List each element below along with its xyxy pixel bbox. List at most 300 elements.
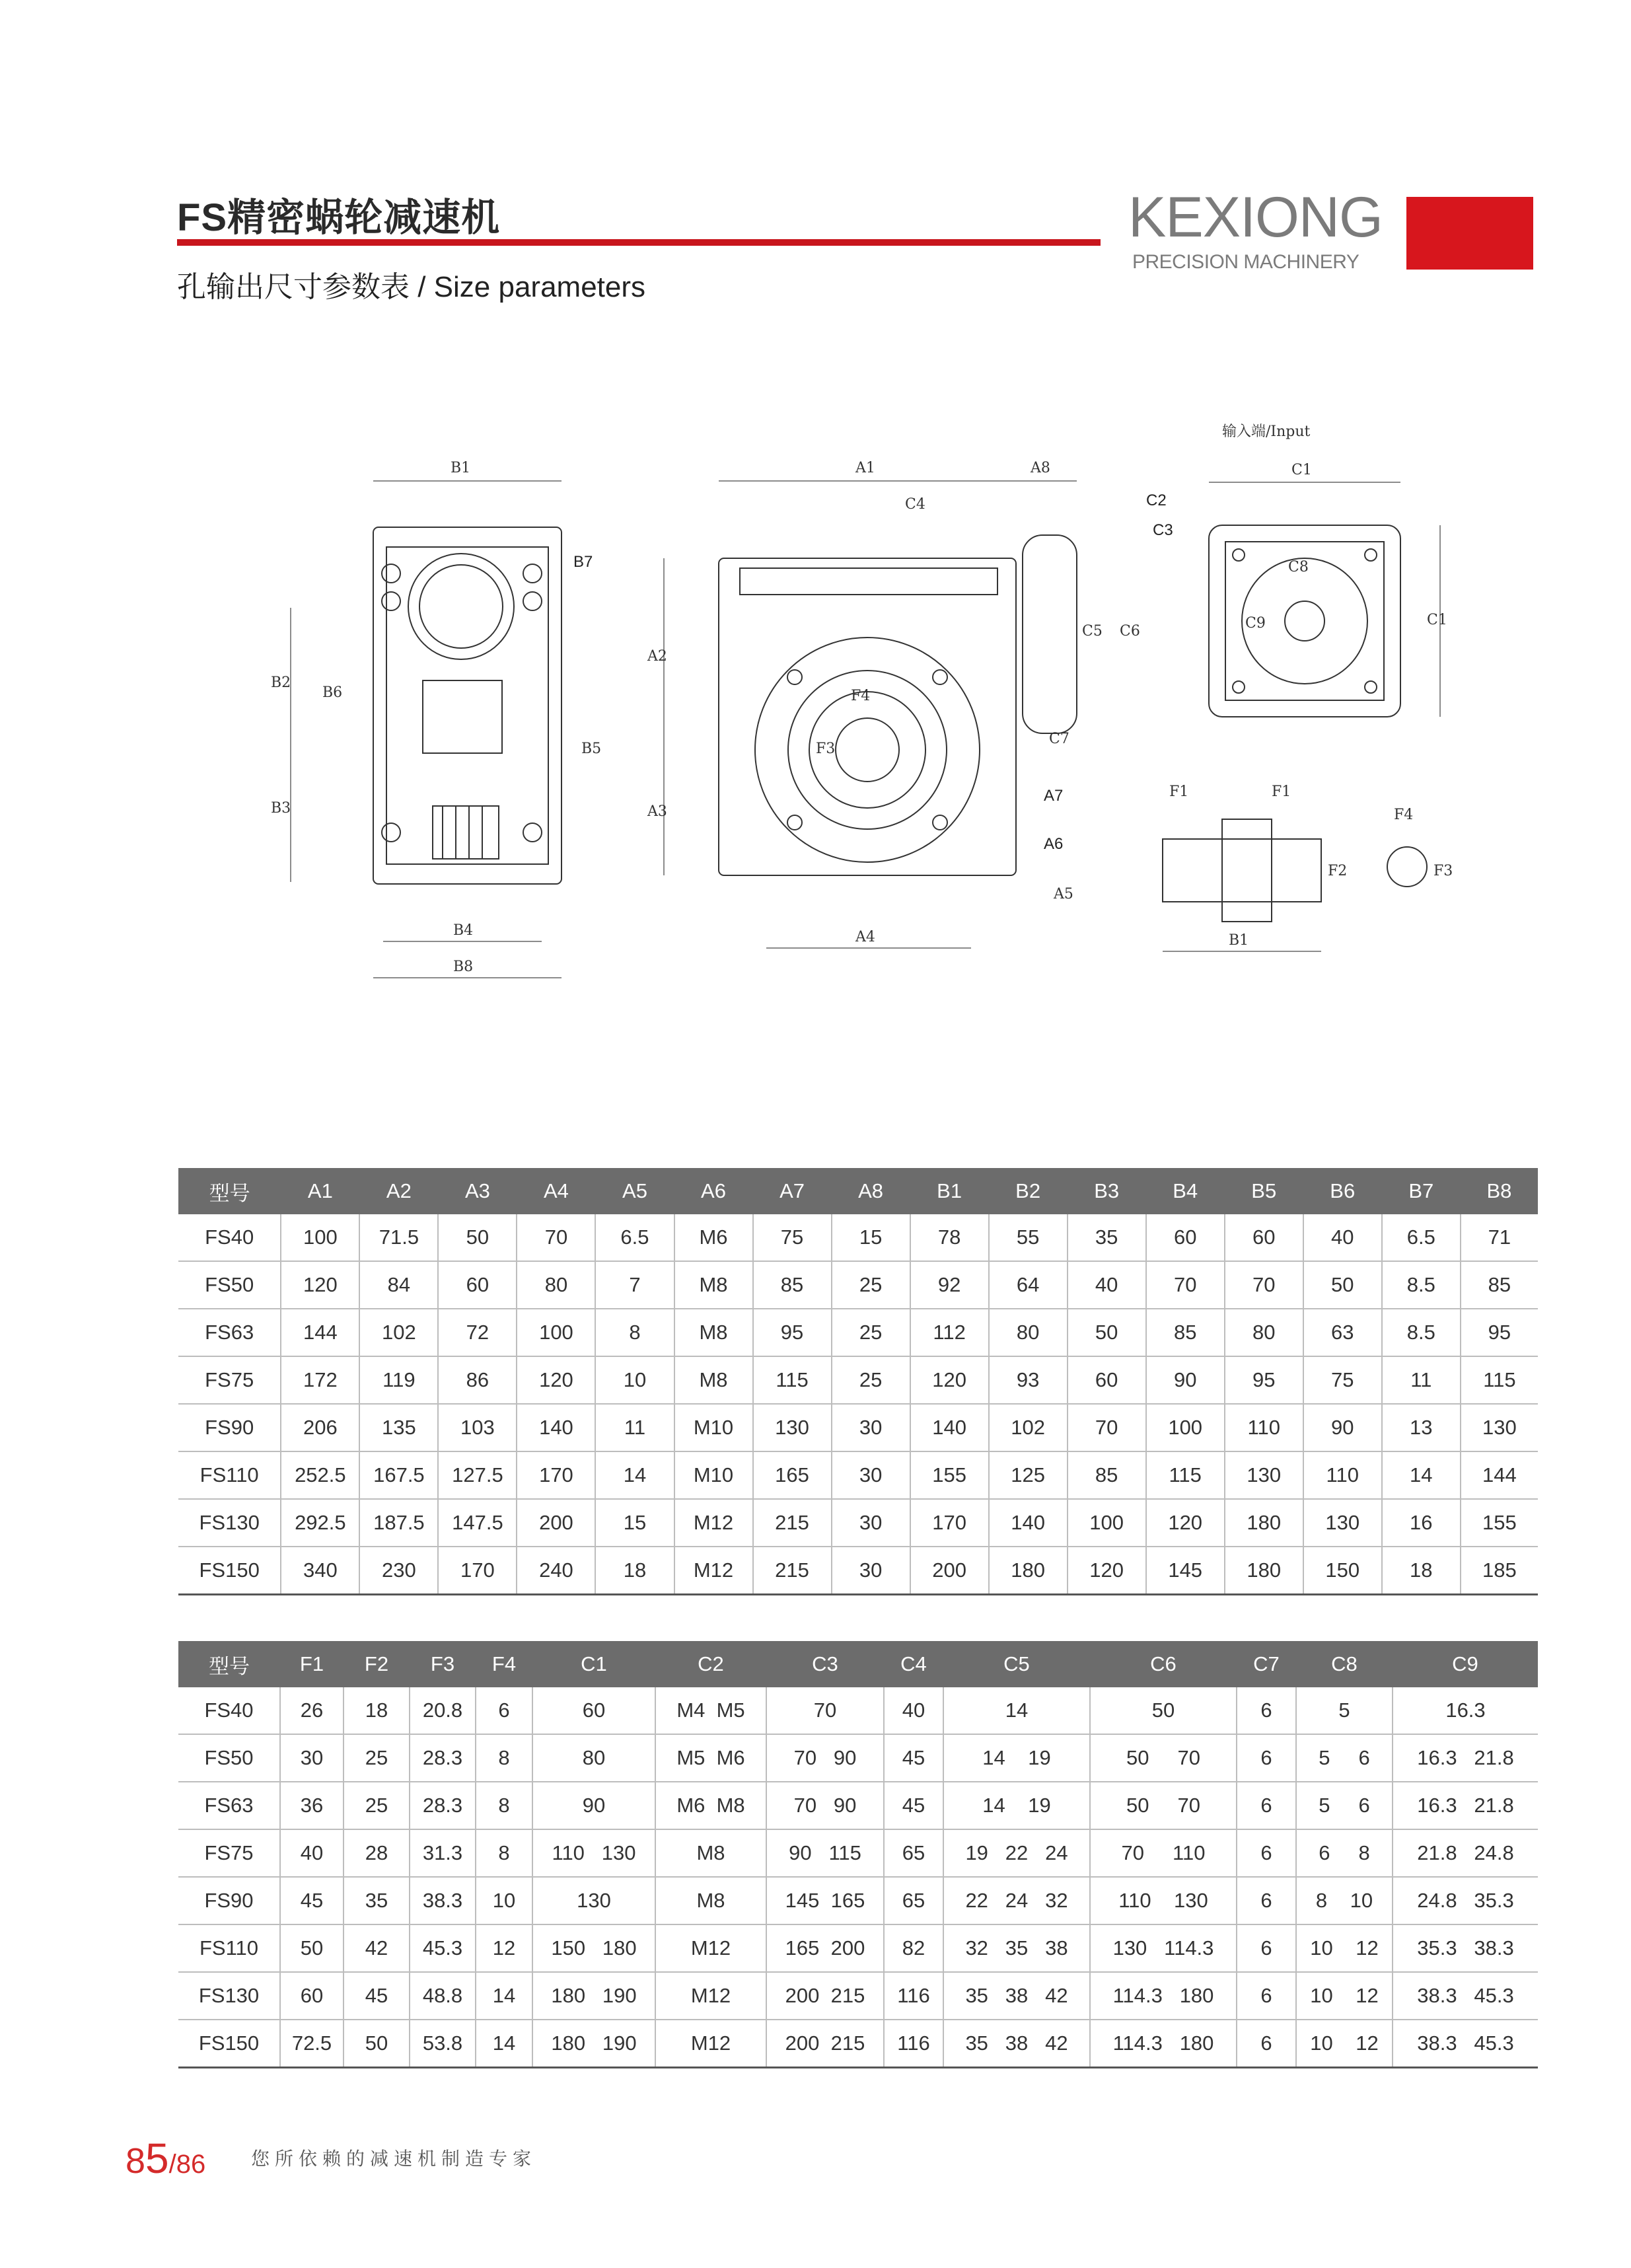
table-cell: 50	[280, 1924, 344, 1972]
table-cell: 84	[359, 1261, 438, 1309]
table-cell: 35 38 42	[943, 1972, 1090, 2020]
column-header: C4	[884, 1641, 943, 1687]
table-cell: 120	[281, 1261, 359, 1309]
table-header-row	[178, 1168, 1538, 1214]
label-c4: C4	[905, 496, 925, 513]
table-cell: 130	[753, 1404, 832, 1451]
model-cell: FS90	[178, 1877, 280, 1924]
label-f4-front: F4	[851, 688, 871, 704]
column-header: 型号	[178, 1168, 281, 1214]
column-header: C3	[766, 1641, 884, 1687]
table-cell: 26	[280, 1687, 344, 1734]
column-header: B4	[1146, 1168, 1225, 1214]
table-cell: 130	[532, 1877, 655, 1924]
table-row	[178, 2020, 1538, 2068]
table-cell: M12	[655, 2020, 766, 2068]
table-cell: 75	[753, 1214, 832, 1261]
table-cell: 187.5	[359, 1499, 438, 1547]
table-cell: 28	[344, 1829, 410, 1877]
table-cell: 13	[1382, 1404, 1461, 1451]
table-cell: 48.8	[410, 1972, 476, 2020]
table-cell: 115	[753, 1356, 832, 1404]
model-cell: FS75	[178, 1356, 281, 1404]
table-cell: 200	[517, 1499, 595, 1547]
label-b6: B6	[322, 684, 343, 701]
table-cell: 100	[1068, 1499, 1146, 1547]
table-cell: 155	[1461, 1499, 1538, 1547]
table-cell: 18	[1382, 1547, 1461, 1595]
label-b7: B7	[573, 553, 593, 571]
table-cell: 240	[517, 1547, 595, 1595]
table-cell: 40	[280, 1829, 344, 1877]
table-cell: 145	[1146, 1547, 1225, 1595]
table-cell: 45	[280, 1877, 344, 1924]
table-cell: M8	[655, 1829, 766, 1877]
table-cell: 15	[832, 1214, 910, 1261]
table-cell: 63	[1303, 1309, 1382, 1356]
table-cell: 340	[281, 1547, 359, 1595]
label-c7: C7	[1049, 731, 1069, 747]
table-row	[178, 1877, 1538, 1924]
label-a4: A4	[855, 929, 875, 945]
table-cell: 6	[1237, 1687, 1296, 1734]
table-cell: 35 38 42	[943, 2020, 1090, 2068]
label-b8: B8	[453, 959, 474, 975]
table-cell: 5 6	[1296, 1782, 1393, 1829]
table-cell: 16	[1382, 1499, 1461, 1547]
table-cell: 60	[280, 1972, 344, 2020]
table-cell: 206	[281, 1404, 359, 1451]
table-row	[178, 1924, 1538, 1972]
table-cell: 16.3	[1393, 1687, 1538, 1734]
table-cell: 115	[1146, 1451, 1225, 1499]
table-cell: 120	[1146, 1499, 1225, 1547]
table-cell: 35	[344, 1877, 410, 1924]
table-cell: 71	[1461, 1214, 1538, 1261]
table-cell: 112	[910, 1309, 989, 1356]
table-cell: 24.8 35.3	[1393, 1877, 1538, 1924]
table-cell: 45	[884, 1782, 943, 1829]
table-cell: 14 19	[943, 1782, 1090, 1829]
table-cell: 70	[1225, 1261, 1303, 1309]
label-b3: B3	[271, 800, 291, 817]
table-cell: 10	[595, 1356, 674, 1404]
table-cell: 60	[532, 1687, 655, 1734]
table-cell: M6	[674, 1214, 753, 1261]
table-cell: 32 35 38	[943, 1924, 1090, 1972]
label-f2: F2	[1328, 863, 1348, 879]
brand-logo-text: KEXIONG	[1128, 186, 1383, 249]
table-cell: 120	[910, 1356, 989, 1404]
table-cell: 70	[517, 1214, 595, 1261]
column-header: B1	[910, 1168, 989, 1214]
table-cell: 38.3	[410, 1877, 476, 1924]
table-cell: 167.5	[359, 1451, 438, 1499]
table-cell: 215	[753, 1499, 832, 1547]
column-header: B3	[1068, 1168, 1146, 1214]
table-cell: 140	[517, 1404, 595, 1451]
table-cell: 30	[280, 1734, 344, 1782]
table-cell: 230	[359, 1547, 438, 1595]
table-cell: 130	[1303, 1499, 1382, 1547]
table-cell: 130 114.3	[1090, 1924, 1237, 1972]
page-number	[126, 2134, 205, 2183]
column-header: B6	[1303, 1168, 1382, 1214]
table-cell: 64	[989, 1261, 1068, 1309]
footer-slogan: 您所依赖的减速机制造专家	[251, 2148, 537, 2169]
table-cell: 65	[884, 1877, 943, 1924]
column-header: B5	[1225, 1168, 1303, 1214]
table-cell: 114.3 180	[1090, 2020, 1237, 2068]
table-cell: 11	[1382, 1356, 1461, 1404]
table-cell: 14	[476, 1972, 532, 2020]
table-row	[178, 1451, 1538, 1499]
table-cell: 55	[989, 1214, 1068, 1261]
table-cell: 10	[476, 1877, 532, 1924]
table-cell: 45	[344, 1972, 410, 2020]
title-rule	[177, 239, 1101, 246]
table-row	[178, 1687, 1538, 1734]
label-b4: B4	[453, 922, 474, 939]
table-cell: 114.3 180	[1090, 1972, 1237, 2020]
model-cell: FS75	[178, 1829, 280, 1877]
table-cell: 120	[1068, 1547, 1146, 1595]
column-header: A3	[438, 1168, 517, 1214]
column-header: C9	[1393, 1641, 1538, 1687]
model-cell: FS40	[178, 1687, 280, 1734]
table-cell: 292.5	[281, 1499, 359, 1547]
model-cell: FS110	[178, 1451, 281, 1499]
table-cell: 14 19	[943, 1734, 1090, 1782]
table-cell: 103	[438, 1404, 517, 1451]
table-cell: 115	[1461, 1356, 1538, 1404]
table-cell: 170	[517, 1451, 595, 1499]
column-header: A7	[753, 1168, 832, 1214]
table-cell: 140	[989, 1499, 1068, 1547]
label-a6: A6	[1044, 835, 1064, 853]
table-cell: 252.5	[281, 1451, 359, 1499]
table-cell: 28.3	[410, 1734, 476, 1782]
table-cell: 40	[1068, 1261, 1146, 1309]
table-cell: 144	[1461, 1451, 1538, 1499]
model-cell: FS110	[178, 1924, 280, 1972]
table-cell: 14	[1382, 1451, 1461, 1499]
label-c1-side: C1	[1427, 612, 1447, 628]
label-c1-top: C1	[1291, 462, 1312, 478]
table-cell: 90 115	[766, 1829, 884, 1877]
table-cell: 50	[1303, 1261, 1382, 1309]
table-cell: 95	[1461, 1309, 1538, 1356]
table-row	[178, 1404, 1538, 1451]
table-cell: M8	[655, 1877, 766, 1924]
model-cell: FS50	[178, 1734, 280, 1782]
table-cell: 50	[1068, 1309, 1146, 1356]
table-cell: 170	[910, 1499, 989, 1547]
table-cell: 90	[532, 1782, 655, 1829]
table-cell: 18	[344, 1687, 410, 1734]
column-header: A5	[595, 1168, 674, 1214]
table-cell: 6	[1237, 2020, 1296, 2068]
table-cell: 110 130	[532, 1829, 655, 1877]
table-cell: 180 190	[532, 2020, 655, 2068]
flange-view	[1209, 525, 1400, 717]
table-cell: 102	[989, 1404, 1068, 1451]
label-f4: F4	[1394, 807, 1414, 823]
table-cell: 11	[595, 1404, 674, 1451]
table-cell: M5 M6	[655, 1734, 766, 1782]
table-cell: 147.5	[438, 1499, 517, 1547]
table-cell: 80	[532, 1734, 655, 1782]
table-cell: 180	[989, 1547, 1068, 1595]
table-cell: 60	[1225, 1214, 1303, 1261]
table-cell: 21.8 24.8	[1393, 1829, 1538, 1877]
table-cell: 31.3	[410, 1829, 476, 1877]
table-cell: 8.5	[1382, 1261, 1461, 1309]
label-b5: B5	[581, 741, 602, 757]
table-row	[178, 1214, 1538, 1261]
model-cell: FS150	[178, 1547, 281, 1595]
table-cell: 72	[438, 1309, 517, 1356]
table-cell: 8 10	[1296, 1877, 1393, 1924]
table-cell: 92	[910, 1261, 989, 1309]
table-cell: 140	[910, 1404, 989, 1451]
table-cell: 30	[832, 1451, 910, 1499]
column-header: F2	[344, 1641, 410, 1687]
table-cell: 150	[1303, 1547, 1382, 1595]
label-f1-left: F1	[1169, 784, 1189, 800]
column-header: B7	[1382, 1168, 1461, 1214]
table-cell: 130	[1461, 1404, 1538, 1451]
table-cell: 80	[517, 1261, 595, 1309]
label-a7: A7	[1044, 787, 1064, 805]
column-header: C2	[655, 1641, 766, 1687]
table-cell: M10	[674, 1404, 753, 1451]
table-cell: 42	[344, 1924, 410, 1972]
column-header: F3	[410, 1641, 476, 1687]
table-cell: 127.5	[438, 1451, 517, 1499]
page-number-prefix: 8	[126, 2141, 146, 2181]
model-cell: FS90	[178, 1404, 281, 1451]
label-c2: C2	[1146, 492, 1167, 509]
label-a2: A2	[647, 648, 667, 665]
column-header: C7	[1237, 1641, 1296, 1687]
column-header: A8	[832, 1168, 910, 1214]
table-cell: 70	[1146, 1261, 1225, 1309]
table-cell: 135	[359, 1404, 438, 1451]
table-cell: 50 70	[1090, 1734, 1237, 1782]
table-cell: M6 M8	[655, 1782, 766, 1829]
table-cell: 200 215	[766, 1972, 884, 2020]
table-cell: 10 12	[1296, 2020, 1393, 2068]
table-row	[178, 1829, 1538, 1877]
table-cell: 75	[1303, 1356, 1382, 1404]
table-cell: 110	[1225, 1404, 1303, 1451]
label-f3-front: F3	[816, 741, 836, 757]
column-header: B2	[989, 1168, 1068, 1214]
table-cell: 70	[766, 1687, 884, 1734]
table-cell: 14	[476, 2020, 532, 2068]
label-b1-bore: B1	[1229, 932, 1249, 949]
table-row	[178, 1356, 1538, 1404]
table-cell: 7	[595, 1261, 674, 1309]
page-subtitle: 孔输出尺寸参数表 / Size parameters	[177, 271, 646, 303]
table-cell: 95	[753, 1309, 832, 1356]
table-cell: M12	[674, 1499, 753, 1547]
table-cell: 200 215	[766, 2020, 884, 2068]
column-header: C8	[1296, 1641, 1393, 1687]
table-cell: 35.3 38.3	[1393, 1924, 1538, 1972]
table-cell: 125	[989, 1451, 1068, 1499]
table-cell: 72.5	[280, 2020, 344, 2068]
column-header: A2	[359, 1168, 438, 1214]
table-cell: 25	[832, 1356, 910, 1404]
model-cell: FS40	[178, 1214, 281, 1261]
table-cell: 6	[1237, 1829, 1296, 1877]
label-a8: A8	[1031, 460, 1050, 476]
table-cell: 78	[910, 1214, 989, 1261]
table-cell: 50	[344, 2020, 410, 2068]
table-cell: 10 12	[1296, 1924, 1393, 1972]
table-cell: 14	[595, 1451, 674, 1499]
table-cell: 71.5	[359, 1214, 438, 1261]
table-cell: 38.3 45.3	[1393, 1972, 1538, 2020]
table-cell: 120	[517, 1356, 595, 1404]
table-row	[178, 1782, 1538, 1829]
table-row	[178, 1309, 1538, 1356]
table-cell: 45	[884, 1734, 943, 1782]
table-cell: 25	[344, 1734, 410, 1782]
table-cell: 6.5	[1382, 1214, 1461, 1261]
table-cell: 53.8	[410, 2020, 476, 2068]
table-cell: 35	[1068, 1214, 1146, 1261]
table-cell: 20.8	[410, 1687, 476, 1734]
table-cell: 155	[910, 1451, 989, 1499]
table-cell: 8	[476, 1829, 532, 1877]
table-cell: 30	[832, 1547, 910, 1595]
table-cell: 45.3	[410, 1924, 476, 1972]
table-cell: 19 22 24	[943, 1829, 1090, 1877]
table-cell: 5 6	[1296, 1734, 1393, 1782]
front-view	[719, 535, 1077, 875]
table-cell: 12	[476, 1924, 532, 1972]
table-cell: 50	[438, 1214, 517, 1261]
column-header: A6	[674, 1168, 753, 1214]
bore-section	[1163, 819, 1427, 922]
table-cell: 80	[1225, 1309, 1303, 1356]
table-cell: 102	[359, 1309, 438, 1356]
table-cell: 60	[1146, 1214, 1225, 1261]
table-cell: 25	[832, 1261, 910, 1309]
table-cell: 70	[1068, 1404, 1146, 1451]
model-cell: FS63	[178, 1309, 281, 1356]
page-number-total: /86	[168, 2150, 206, 2179]
table-cell: 150 180	[532, 1924, 655, 1972]
table-cell: 60	[1068, 1356, 1146, 1404]
table-row	[178, 1261, 1538, 1309]
table-cell: 6 8	[1296, 1829, 1393, 1877]
label-c8: C8	[1288, 559, 1309, 575]
table-cell: 85	[1146, 1309, 1225, 1356]
table-cell: 110	[1303, 1451, 1382, 1499]
table-cell: 93	[989, 1356, 1068, 1404]
table-cell: 70 110	[1090, 1829, 1237, 1877]
label-b1: B1	[451, 460, 471, 476]
table-cell: M4 M5	[655, 1687, 766, 1734]
table-cell: 5	[1296, 1687, 1393, 1734]
table-row	[178, 1972, 1538, 2020]
table-cell: M12	[655, 1924, 766, 1972]
technical-drawing	[0, 396, 1631, 1017]
table-cell: 6.5	[595, 1214, 674, 1261]
table-cell: 30	[832, 1499, 910, 1547]
table-cell: 65	[884, 1829, 943, 1877]
table-cell: 6	[476, 1687, 532, 1734]
brand-tagline: PRECISION MACHINERY	[1132, 251, 1359, 273]
table-cell: 215	[753, 1547, 832, 1595]
table-cell: 90	[1146, 1356, 1225, 1404]
brand-red-block	[1406, 197, 1533, 270]
table-cell: 95	[1225, 1356, 1303, 1404]
table-cell: 8	[476, 1782, 532, 1829]
table-cell: 165	[753, 1451, 832, 1499]
table-cell: 50	[1090, 1687, 1237, 1734]
label-a5: A5	[1054, 886, 1073, 902]
label-c3: C3	[1153, 521, 1173, 539]
input-label: 输入端/Input	[1222, 423, 1311, 440]
table-row	[178, 1547, 1538, 1595]
table-cell: 100	[1146, 1404, 1225, 1451]
column-header: F1	[280, 1641, 344, 1687]
label-b2: B2	[271, 675, 291, 691]
table-cell: 28.3	[410, 1782, 476, 1829]
table-cell: 116	[884, 2020, 943, 2068]
table-cell: 18	[595, 1547, 674, 1595]
table-cell: 25	[832, 1309, 910, 1356]
table-cell: 36	[280, 1782, 344, 1829]
table-cell: 16.3 21.8	[1393, 1782, 1538, 1829]
table-cell: 8	[595, 1309, 674, 1356]
table-cell: 165 200	[766, 1924, 884, 1972]
table-cell: 15	[595, 1499, 674, 1547]
table-cell: 110 130	[1090, 1877, 1237, 1924]
table-cell: 38.3 45.3	[1393, 2020, 1538, 2068]
table-cell: 90	[1303, 1404, 1382, 1451]
table-cell: 14	[943, 1687, 1090, 1734]
model-cell: FS50	[178, 1261, 281, 1309]
table-cell: 180 190	[532, 1972, 655, 2020]
side-view	[373, 527, 562, 884]
table-cell: 116	[884, 1972, 943, 2020]
label-a3: A3	[647, 803, 667, 820]
model-cell: FS130	[178, 1972, 280, 2020]
table-cell: M12	[674, 1547, 753, 1595]
table-cell: M8	[674, 1356, 753, 1404]
table-cell: 100	[517, 1309, 595, 1356]
table-cell: M10	[674, 1451, 753, 1499]
label-a1: A1	[855, 460, 875, 476]
table-cell: 100	[281, 1214, 359, 1261]
table-cell: 85	[753, 1261, 832, 1309]
table-cell: 145 165	[766, 1877, 884, 1924]
table-cell: 6	[1237, 1877, 1296, 1924]
label-c6: C6	[1120, 623, 1140, 640]
model-cell: FS63	[178, 1782, 280, 1829]
column-header: C5	[943, 1641, 1090, 1687]
table-header-row	[178, 1641, 1538, 1687]
table-cell: 6	[1237, 1734, 1296, 1782]
table-cell: 170	[438, 1547, 517, 1595]
table-cell: 10 12	[1296, 1972, 1393, 2020]
